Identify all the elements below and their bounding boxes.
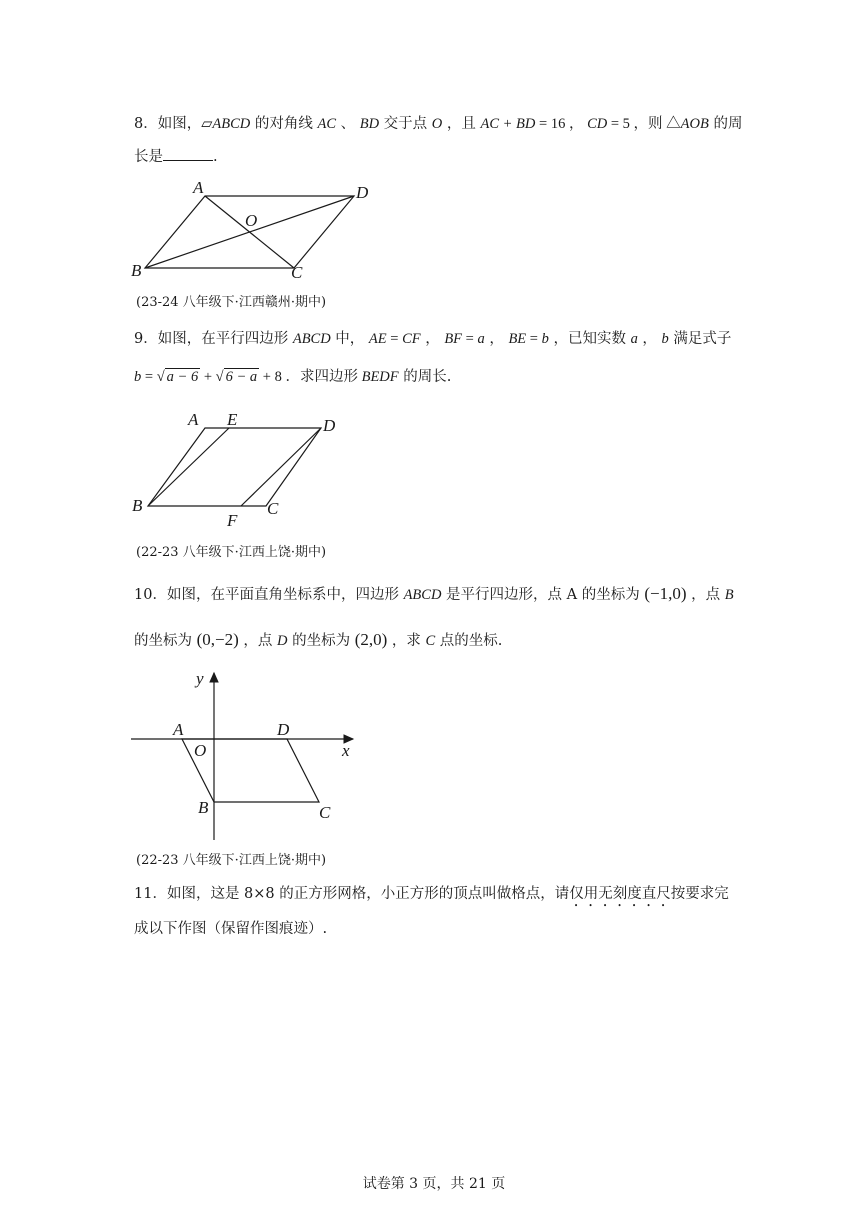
q9-line-1: 9．如图，在平行四边形 ABCD 中， AE = CF ， BF = a ， BE = b ，已知实数 a ， b 满足式子 bbox=[134, 331, 732, 347]
q8-source: (23-24 八年级下·江西赣州·期中) bbox=[136, 295, 327, 310]
q10-source: (22-23 八年级下·江西上饶·期中) bbox=[136, 853, 327, 868]
q9-line-2: b = √ a − 6 + √ 6 − a + 8 ．求四边形 BEDF 的周长. bbox=[134, 369, 452, 385]
answer-blank bbox=[163, 146, 213, 161]
parallelogram-symbol: ▱ bbox=[201, 116, 213, 132]
label-A: A bbox=[188, 410, 199, 429]
label-C: C bbox=[291, 263, 303, 282]
q8-line-2: 长是 . bbox=[134, 146, 218, 167]
label-B: B bbox=[131, 261, 142, 280]
q10-line-2: 的坐标为 (0,−2) ，点 D 的坐标为 (2,0) ，求 C 点的坐标. bbox=[134, 630, 503, 649]
q9-figure bbox=[128, 408, 358, 538]
label-D: D bbox=[277, 720, 290, 739]
label-B: B bbox=[198, 798, 209, 817]
q11-line-2: 成以下作图（保留作图痕迹）. bbox=[134, 921, 328, 937]
label-B: B bbox=[132, 496, 143, 515]
page-footer: 试卷第 3 页，共 21 页 bbox=[362, 1176, 506, 1192]
label-y: y bbox=[196, 669, 204, 688]
label-x: x bbox=[342, 741, 350, 760]
q10-line-1: 10．如图，在平面直角坐标系中，四边形 ABCD 是平行四边形，点 A 的坐标为 (−1,0) ，点 B bbox=[134, 584, 734, 603]
emphasized-text: 仅用无刻度直尺 bbox=[569, 886, 671, 902]
q9-source: (22-23 八年级下·江西上饶·期中) bbox=[136, 545, 327, 560]
q8-figure bbox=[128, 176, 388, 286]
label-A: A bbox=[173, 720, 184, 739]
label-E: E bbox=[227, 410, 238, 429]
label-C: C bbox=[319, 803, 331, 822]
label-O: O bbox=[194, 741, 207, 760]
label-D: D bbox=[323, 416, 336, 435]
label-C: C bbox=[267, 499, 279, 518]
q11-line-1: 11．如图，这是 8×8 的正方形网格，小正方形的顶点叫做格点，请仅用无刻度直尺按要求完 bbox=[134, 886, 729, 902]
label-O: O bbox=[245, 211, 258, 230]
label-F: F bbox=[227, 511, 238, 530]
q10-figure bbox=[128, 665, 368, 845]
label-D: D bbox=[356, 183, 369, 202]
q8-line-1: 8．如图，▱ABCD 的对角线 AC 、 BD 交于点 O ，且 AC + BD = 16 ， CD = 5 ，则 △AOB 的周 bbox=[134, 116, 743, 132]
label-A: A bbox=[193, 178, 204, 197]
